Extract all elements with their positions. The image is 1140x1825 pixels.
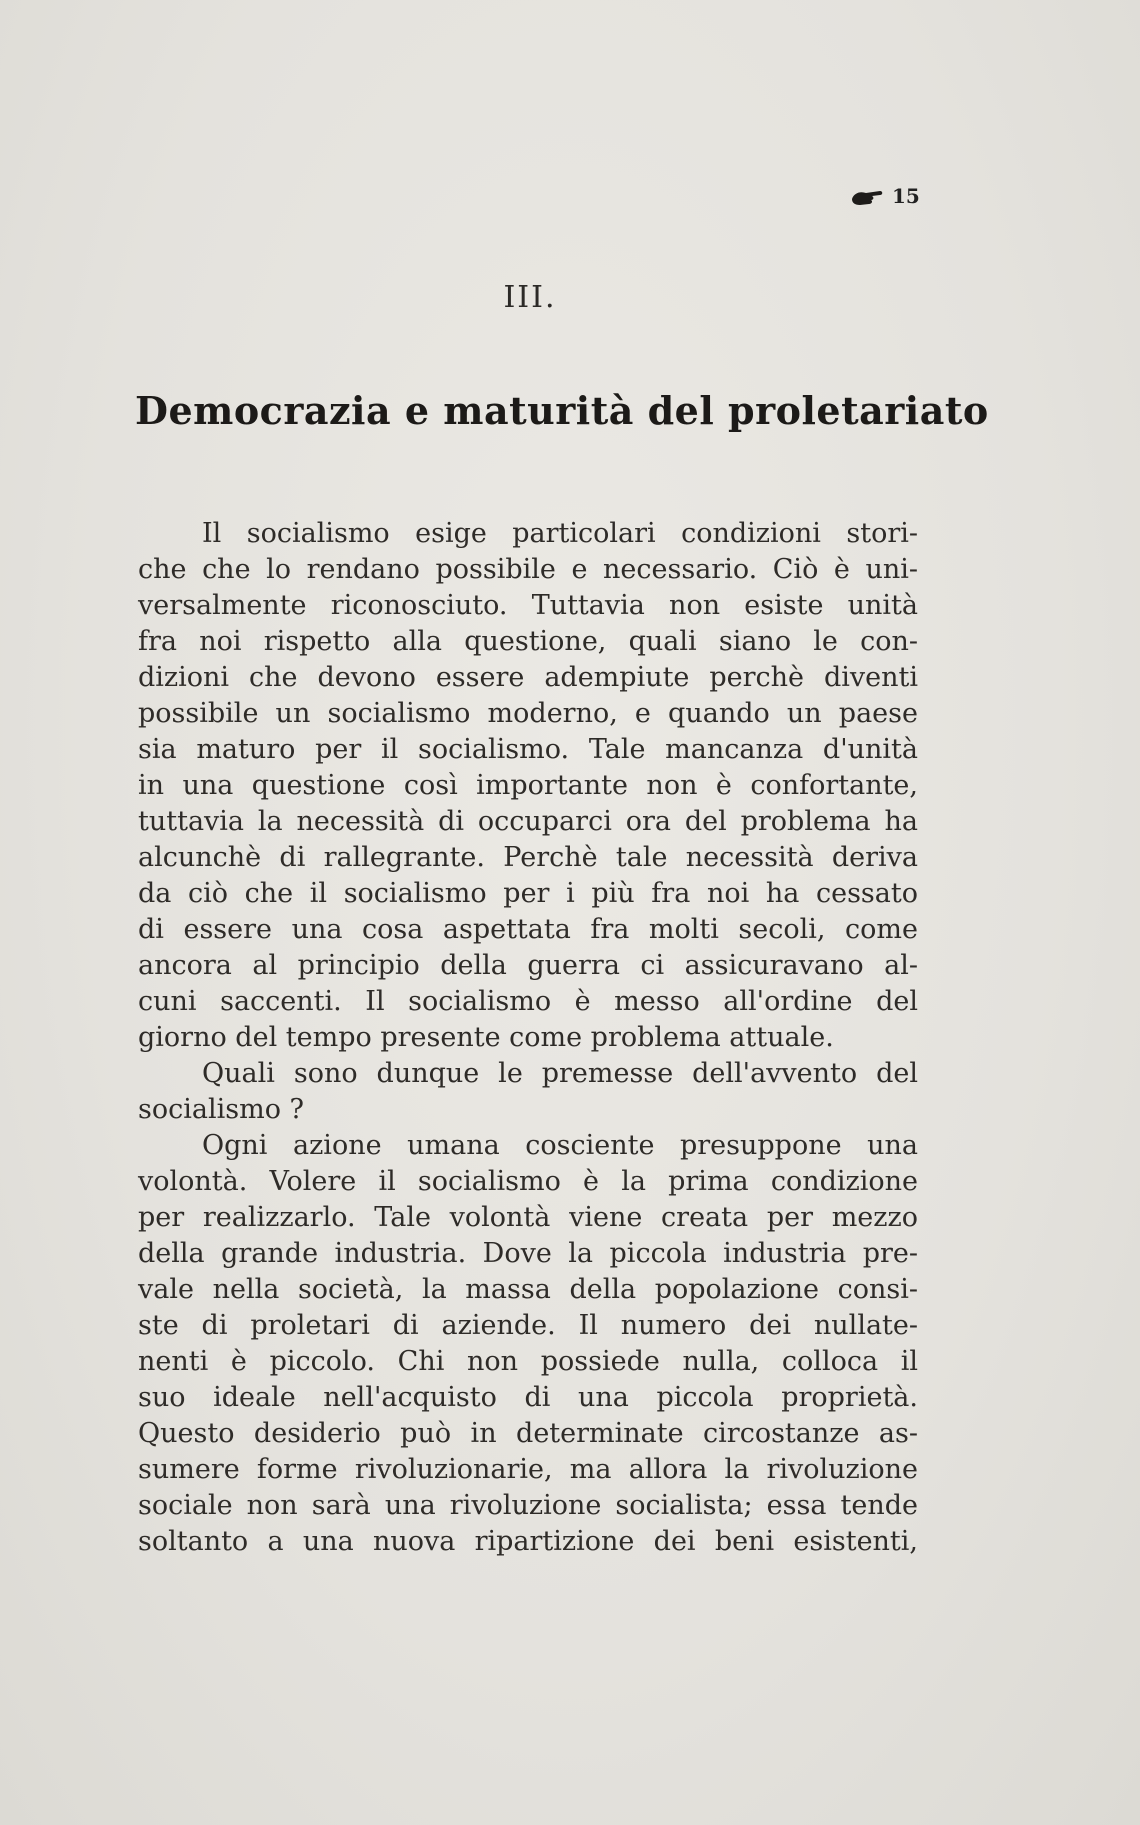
page-header: [850, 176, 930, 216]
page-number: 15: [892, 184, 920, 208]
body-text: [138, 516, 918, 1560]
text-line: sumere forme rivoluzionarie, ma allora la rivoluzione: [138, 1454, 918, 1485]
text-line: ste di proletari di aziende. Il numero dei nullate-: [138, 1310, 918, 1341]
text-line: versalmente riconosciuto. Tuttavia non esiste unità: [138, 590, 918, 621]
text-line: soltanto a una nuova ripartizione dei beni esistenti,: [138, 1526, 918, 1557]
text-line: Il socialismo esige particolari condizioni stori-: [202, 518, 918, 549]
text-line: di essere una cosa aspettata fra molti secoli, come: [138, 914, 918, 945]
text-line: fra noi rispetto alla questione, quali siano le con-: [138, 626, 918, 657]
text-line: cuni saccenti. Il socialismo è messo all'ordine del: [138, 986, 918, 1017]
text-line: che che lo rendano possibile e necessario. Ciò è uni-: [138, 554, 918, 585]
text-line: possibile un socialismo moderno, e quando un paese: [138, 698, 918, 729]
text-line: in una questione così importante non è confortante,: [138, 770, 918, 801]
chapter-title: Democrazia e maturità del proletariato: [135, 388, 989, 433]
text-line: giorno del tempo presente come problema attuale.: [138, 1022, 834, 1053]
text-line: sia maturo per il socialismo. Tale mancanza d'unità: [138, 734, 918, 765]
text-line: tuttavia la necessità di occuparci ora del problema ha: [138, 806, 918, 837]
text-line: suo ideale nell'acquisto di una piccola proprietà.: [138, 1382, 918, 1413]
text-line: Questo desiderio può in determinate circostanze as-: [138, 1418, 918, 1449]
text-line: dizioni che devono essere adempiute perchè diventi: [138, 662, 918, 693]
text-line: Quali sono dunque le premesse dell'avvento del: [202, 1058, 918, 1089]
text-line: Ogni azione umana cosciente presuppone una: [202, 1130, 918, 1161]
text-line: della grande industria. Dove la piccola industria pre-: [138, 1238, 918, 1269]
text-line: volontà. Volere il socialismo è la prima condizione: [138, 1166, 918, 1197]
text-line: ancora al principio della guerra ci assicuravano al-: [138, 950, 918, 981]
text-line: per realizzarlo. Tale volontà viene creata per mezzo: [138, 1202, 918, 1233]
pointing-hand-icon: [850, 185, 884, 207]
text-line: socialismo ?: [138, 1094, 305, 1125]
text-line: nenti è piccolo. Chi non possiede nulla, colloca il: [138, 1346, 918, 1377]
text-line: sociale non sarà una rivoluzione socialista; essa tende: [138, 1490, 918, 1521]
text-line: vale nella società, la massa della popolazione consi-: [138, 1274, 918, 1305]
chapter-number: III.: [503, 280, 557, 315]
text-line: da ciò che il socialismo per i più fra noi ha cessato: [138, 878, 918, 909]
text-line: alcunchè di rallegrante. Perchè tale necessità deriva: [138, 842, 918, 873]
